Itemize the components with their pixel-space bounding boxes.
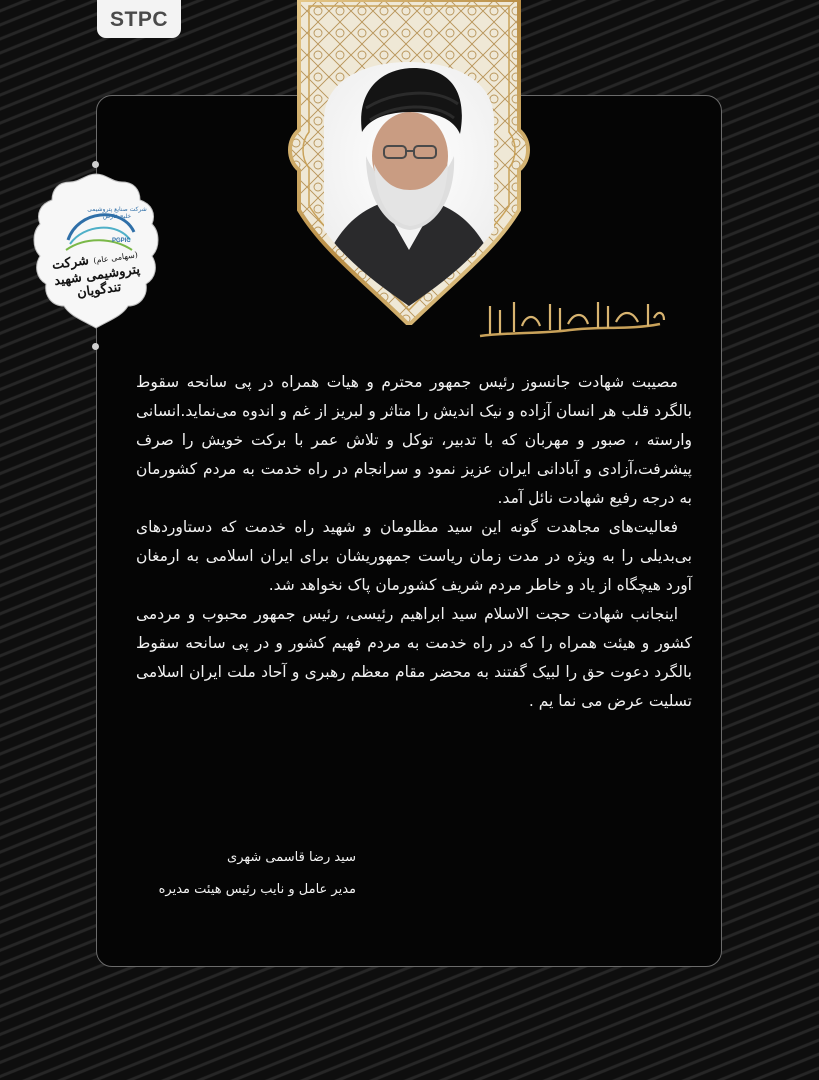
- signatory-title: مدیر عامل و نایب رئیس هیئت مدیره: [158, 882, 356, 897]
- decorative-dot: [92, 161, 99, 168]
- signatory-name: سید رضا قاسمی شهری: [227, 850, 356, 865]
- logo-abbreviation: PGPIC: [112, 238, 131, 244]
- logo-company-title: شرکت پتروشیمی شهید تندگویان: [51, 253, 141, 301]
- calligraphy-verse: [470, 296, 670, 344]
- message-paragraph: اینجانب شهادت حجت الاسلام سید ابراهیم رئیسی، رئیس جمهور محبوب و مردمی کشور و هیئت همراه را که در راه خدمت به مردم فهیم کشور و در پی سانحه سقوط بالگرد دعوت حق را لبیک گفتند به محضر مقام معظم رهبری و آحاد ملت ایران اسلامی تسلیت عرض می نما یم .: [136, 605, 692, 710]
- logo-company-type: (سهامی عام): [92, 250, 139, 266]
- logo-sub-name: شرکت صنایع پتروشیمی خلیج فارس: [87, 206, 147, 220]
- message-paragraph: فعالیت‌های مجاهدت گونه این سید مظلومان و شهید راه خدمت که دستاوردهای بی‌بدیلی را به ویژه در مدت زمان ریاست جمهوریشان برای ایران اسلامی به ارمغان آورد هیچگاه از یاد و خاطر مردم شریف کشورمان پاک نخواهد شد.: [136, 518, 692, 594]
- decorative-dot: [92, 343, 99, 350]
- portrait-image: [304, 60, 514, 308]
- condolence-message: [136, 368, 692, 716]
- message-paragraph: مصیبت شهادت جانسوز رئیس جمهور محترم و هیات همراه در پی سانحه سقوط بالگرد قلب هر انسان آزاده و نیک اندیش را متاثر و لبریز از غم و اندوه می‌نماید.انسانی وارسته ، صبور و مهربان که با تدبیر، توکل و تلاش عمر با برکت خویش را صرف پیشرفت،آزادی و آبادانی ایران عزیز نمود و سرانجام در راه خدمت به مردم کشورمان به درجه رفیع شهادت نائل آمد.: [136, 373, 692, 507]
- company-abbreviation-badge: STPC: [97, 0, 181, 38]
